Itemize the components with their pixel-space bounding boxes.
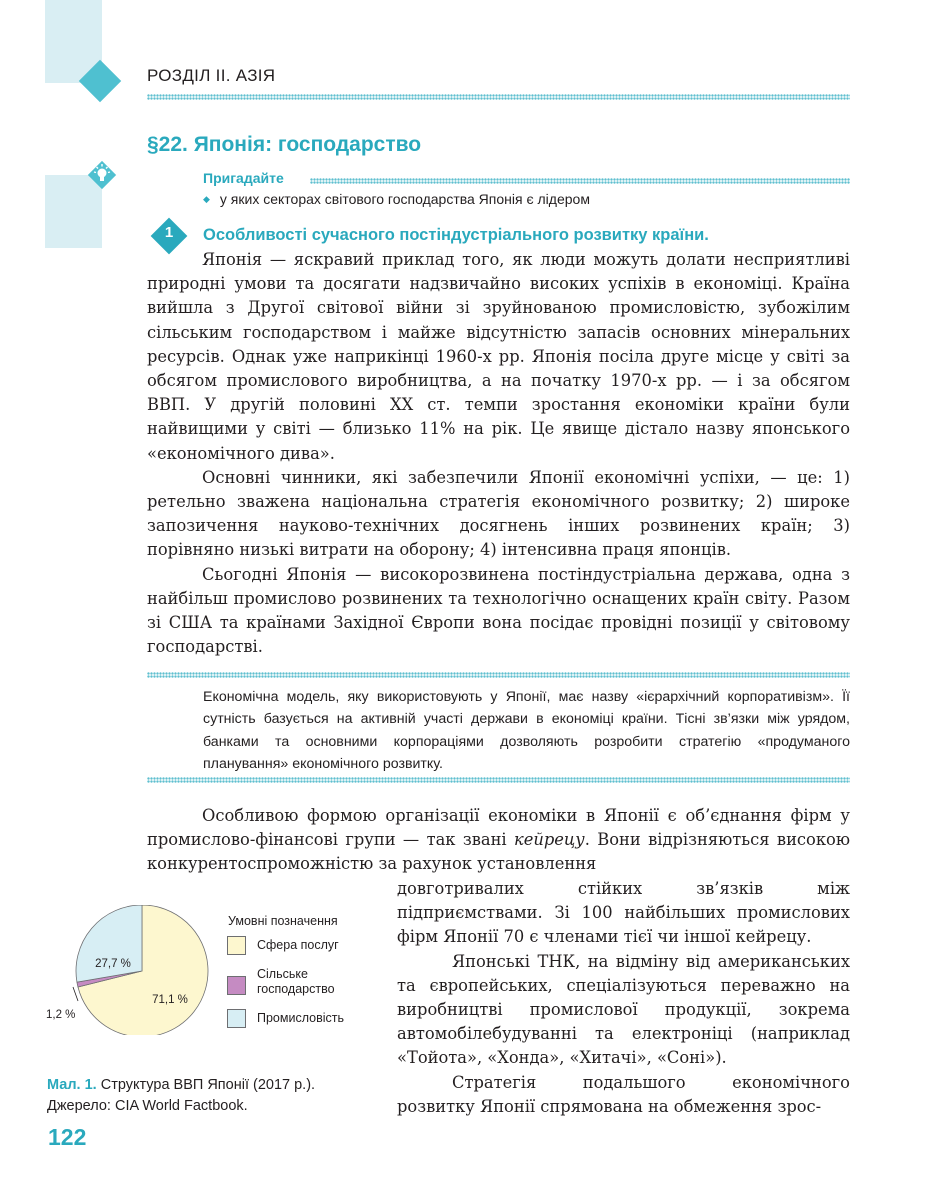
- keiretsu-continued: довготривалих стійких зв’язків між підприємствами. Зі 100 найбільших промислових фірм Японії 70 є членами тієї чи іншої кейрецу.: [397, 879, 850, 947]
- main-text: [147, 248, 850, 659]
- paragraph: Японія — яскравий приклад того, як люди можуть долати несприятливі природні умови та досягати надзвичайно високих успіхів в економіці. Країна вийшла з Другої світової війни зі зруйнованою промисловістю, зубожілим сільським господарством і майже відсутністю запасів основних мінеральних ресурсів. Однак уже наприкінці 1960-х рр. Японія посіла друге місце у світі за обсягом промислового виробництва, а на початку 1970-х рр. — і за обсягом ВВП. У другій половині ХХ ст. темпи зростання економіки країни були найвищими у світі — близько 11% на рік. Це явище дістало назву японського «економічного дива».: [147, 250, 850, 463]
- keiretsu-text: Особливою формою організації економіки в Японії є об’єднання фірм у промислово-фінансові групи — так звані кейрецу. Вони відрізняються високою конкурентоспроможністю за рахунок установлення: [147, 806, 850, 874]
- section-label: РОЗДІЛ ІІ. АЗІЯ: [147, 66, 276, 85]
- page-number: 122: [48, 1124, 87, 1150]
- paragraph: Основні чинники, які забезпечили Японії економічні успіхи, — це: 1) ретельно зважена національна стратегія економічного розвитку; 2) широке запозичення науково-технічних досягнень інших розвинених країн; 3) порівняно низькі витрати на оборону; 4) інтенсивна праця японців.: [147, 467, 850, 560]
- legend-title: Умовні позначення: [228, 914, 338, 928]
- remember-item-text: у яких секторах світового господарства Японія є лідером: [219, 191, 590, 207]
- pie-leader-line: [73, 987, 78, 1001]
- subsection-title: Особливості сучасного постіндустріального розвитку країни.: [203, 226, 709, 244]
- note-text: Економічна модель, яку використовують у Японії, має назву «ієрархічний корпоративізм». Її сутність базується на активній участі держави в економіці країни. Тісні зв’язки між урядом, банками та основними корпораціями дозволяють розробити стратегію «продуманого планування» економічного розвитку.: [203, 689, 850, 772]
- remember-label: Пригадайте: [203, 170, 284, 186]
- keiretsu-term: кейрецу: [514, 830, 585, 850]
- figure-caption: [47, 1075, 315, 1117]
- note-top-divider: [147, 672, 850, 678]
- page-title: §22. Японія: господарство: [147, 133, 422, 156]
- remember-item: [203, 191, 590, 207]
- remember-divider: [310, 178, 850, 184]
- pie-label-industry: 27,7 %: [95, 958, 131, 970]
- legend-label: Сільське господарство: [257, 967, 335, 996]
- right-column: [397, 877, 850, 1119]
- pie-slice-industry: [76, 905, 142, 982]
- legend-swatch: [227, 1009, 246, 1028]
- pie-label-services: 71,1 %: [152, 994, 188, 1006]
- caption-source: Джерело: CIA World Factbook.: [47, 1098, 248, 1114]
- paragraph: Японські ТНК, на відміну від американських та європейських, спеціалізуються переважно на виробництві промислової продукції, зокрема автомобілебудуванні та електроніці (наприклад «Тойота», «Хонда», «Хитачі», «Соні»).: [397, 951, 850, 1068]
- pie-label-agriculture: 1,2 %: [46, 1009, 76, 1021]
- caption-label: Мал. 1.: [47, 1077, 97, 1093]
- gdp-pie-chart: [40, 905, 210, 1035]
- paragraph: Сьогодні Японія — високорозвинена постіндустріальна держава, одна з найбільш промислово розвинених та технологічно оснащених країн світу. Разом зі США та країнами Західної Європи вона посідає провідні позиції у світовому господарстві.: [147, 564, 850, 657]
- legend-label: Промисловість: [257, 1011, 345, 1025]
- legend-label: Сфера послуг: [257, 938, 339, 952]
- note-bottom-divider: [147, 777, 850, 783]
- paragraph: Стратегія подальшого економічного розвитку Японії спрямована на обмеження зрос-: [397, 1072, 850, 1116]
- header-divider: [147, 94, 850, 100]
- section-number: 1: [164, 224, 174, 241]
- lightbulb-icon: [86, 159, 118, 191]
- legend-swatch: [227, 976, 246, 995]
- caption-text: Структура ВВП Японії (2017 р.).: [100, 1077, 316, 1093]
- legend-swatch: [227, 936, 246, 955]
- diamond-bullet-icon: ◆: [203, 194, 210, 204]
- keiretsu-paragraph: [147, 804, 850, 877]
